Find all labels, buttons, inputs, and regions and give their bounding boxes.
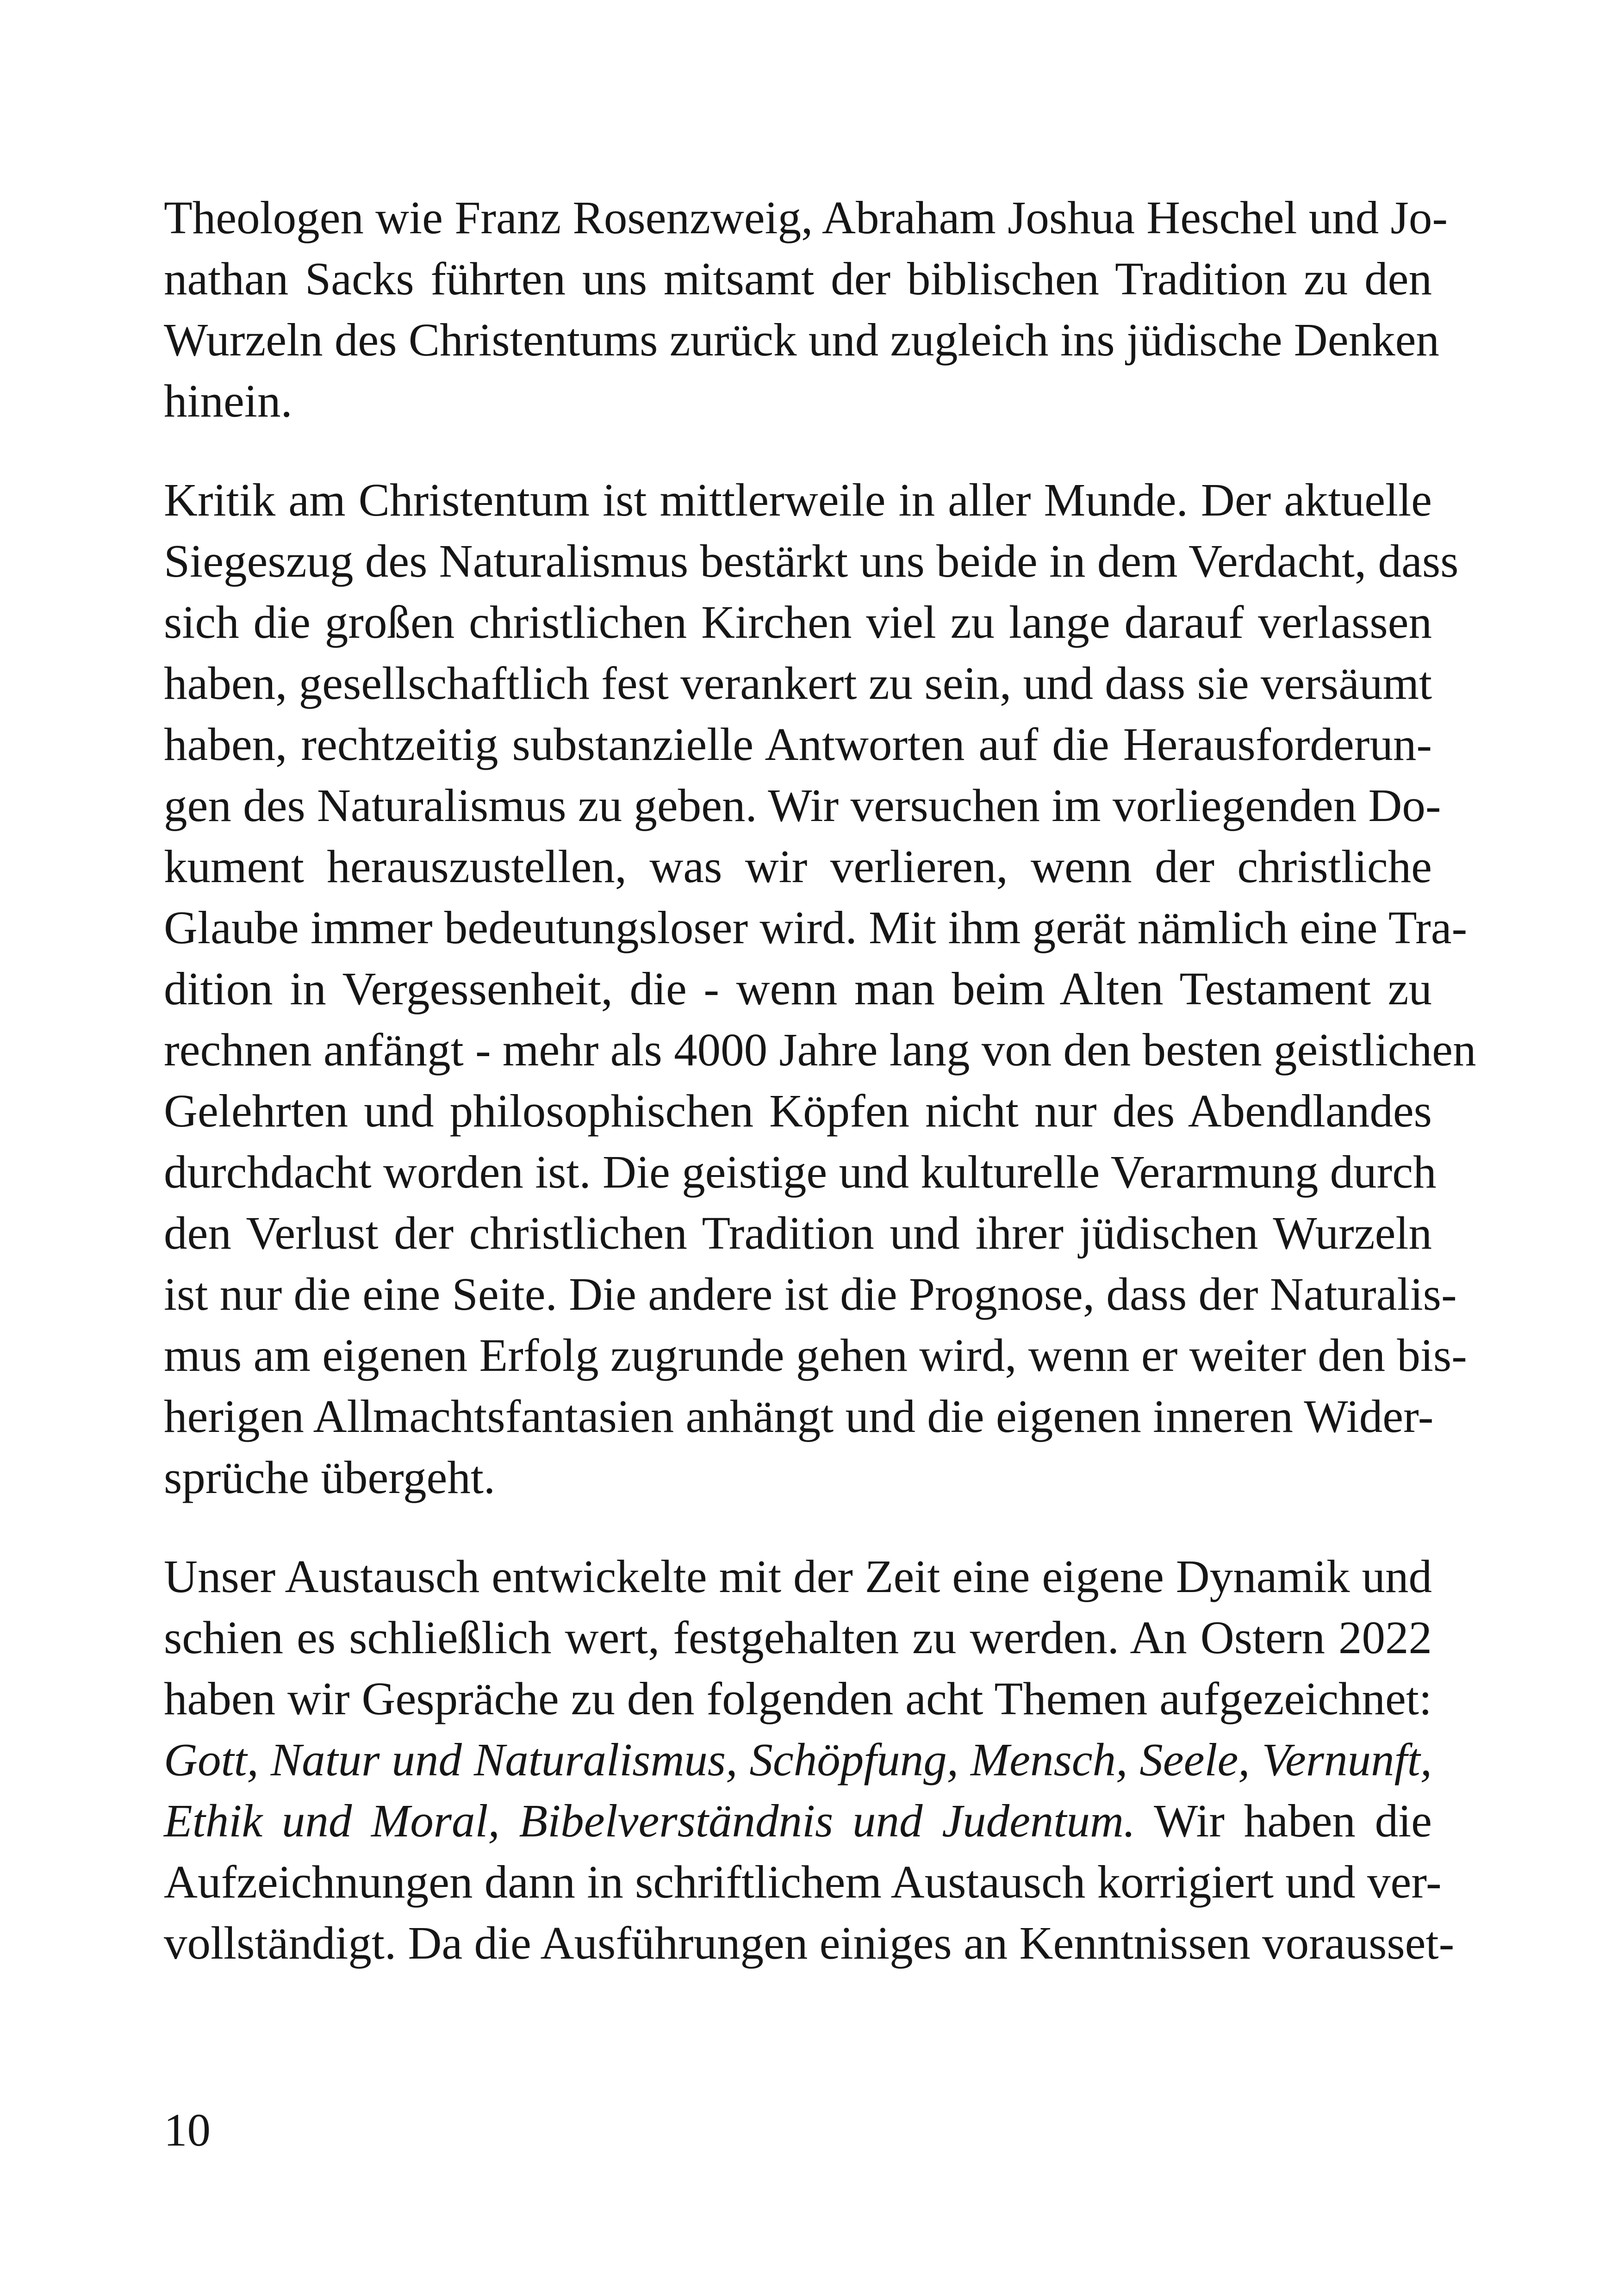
text-line: vollständigt. Da die Ausführungen einiges an Kenntnissen vorausset- bbox=[164, 1917, 1455, 1969]
text-line: Gelehrten und philosophischen Köpfen nicht nur des Abendlandes bbox=[164, 1085, 1432, 1137]
text-line: gen des Naturalismus zu geben. Wir versuchen im vorliegenden Do- bbox=[164, 779, 1441, 831]
body-text bbox=[164, 187, 1476, 1973]
text-line: herigen Allmachtsfantasien anhängt und die eigenen inneren Wider- bbox=[164, 1390, 1434, 1442]
text-line: schien es schließlich wert, festgehalten zu werden. An Ostern 2022 bbox=[164, 1612, 1432, 1663]
text-line: Kritik am Christentum ist mittlerweile in aller Munde. Der aktuelle bbox=[164, 474, 1432, 526]
text-line: dition in Vergessenheit, die - wenn man beim Alten Testament zu bbox=[164, 963, 1432, 1014]
text-line: den Verlust der christlichen Tradition und ihrer jüdischen Wurzeln bbox=[164, 1207, 1432, 1259]
text-line: Siegeszug des Naturalismus bestärkt uns beide in dem Verdacht, dass bbox=[164, 535, 1459, 587]
mixed-text-line bbox=[164, 1790, 1432, 1851]
paragraph-gap bbox=[164, 431, 1432, 469]
paragraph-gap bbox=[164, 1508, 1432, 1546]
text-line: nathan Sacks führten uns mitsamt der biblischen Tradition zu den bbox=[164, 253, 1432, 305]
text-line: haben wir Gespräche zu den folgenden acht Themen aufgezeichnet: bbox=[164, 1673, 1432, 1724]
text-line: sich die großen christlichen Kirchen viel zu lange darauf verlassen bbox=[164, 596, 1432, 648]
italic-topics-text: Ethik und Moral, Bibelverständnis und Judentum. bbox=[164, 1795, 1136, 1847]
text-line: Wurzeln des Christentums zurück und zugleich ins jüdische Denken bbox=[164, 314, 1439, 366]
text-line: mus am eigenen Erfolg zugrunde gehen wird, wenn er weiter den bis- bbox=[164, 1329, 1467, 1381]
text-line: haben, rechtzeitig substanzielle Antworten auf die Herausforderun- bbox=[164, 718, 1432, 770]
text-line: rechnen anfängt - mehr als 4000 Jahre lang von den besten geistlichen bbox=[164, 1024, 1476, 1076]
regular-text: Wir haben die bbox=[1135, 1795, 1432, 1847]
paragraph-3 bbox=[164, 1546, 1455, 1973]
text-line: Unser Austausch entwickelte mit der Zeit eine eigene Dynamik und bbox=[164, 1550, 1432, 1602]
italic-topics-line: Gott, Natur und Naturalismus, Schöpfung, Mensch, Seele, Vernunft, bbox=[164, 1734, 1432, 1786]
text-line: sprüche übergeht. bbox=[164, 1451, 496, 1503]
text-line: Theologen wie Franz Rosenzweig, Abraham Joshua Heschel und Jo- bbox=[164, 192, 1448, 243]
text-line: haben, gesellschaftlich fest verankert zu sein, und dass sie versäumt bbox=[164, 657, 1432, 709]
paragraph-1 bbox=[164, 187, 1448, 431]
text-line: kument herauszustellen, was wir verlieren, wenn der christliche bbox=[164, 840, 1432, 892]
text-line: Glaube immer bedeutungsloser wird. Mit ihm gerät nämlich eine Tra- bbox=[164, 902, 1468, 953]
paragraph-2 bbox=[164, 469, 1476, 1508]
text-line: Aufzeichnungen dann in schriftlichem Austausch korrigiert und ver- bbox=[164, 1856, 1442, 1908]
text-line: ist nur die eine Seite. Die andere ist die Prognose, dass der Naturalis- bbox=[164, 1268, 1457, 1320]
text-line: hinein. bbox=[164, 375, 292, 427]
text-line: durchdacht worden ist. Die geistige und kulturelle Verarmung durch bbox=[164, 1146, 1437, 1198]
page-number: 10 bbox=[164, 2104, 211, 2156]
